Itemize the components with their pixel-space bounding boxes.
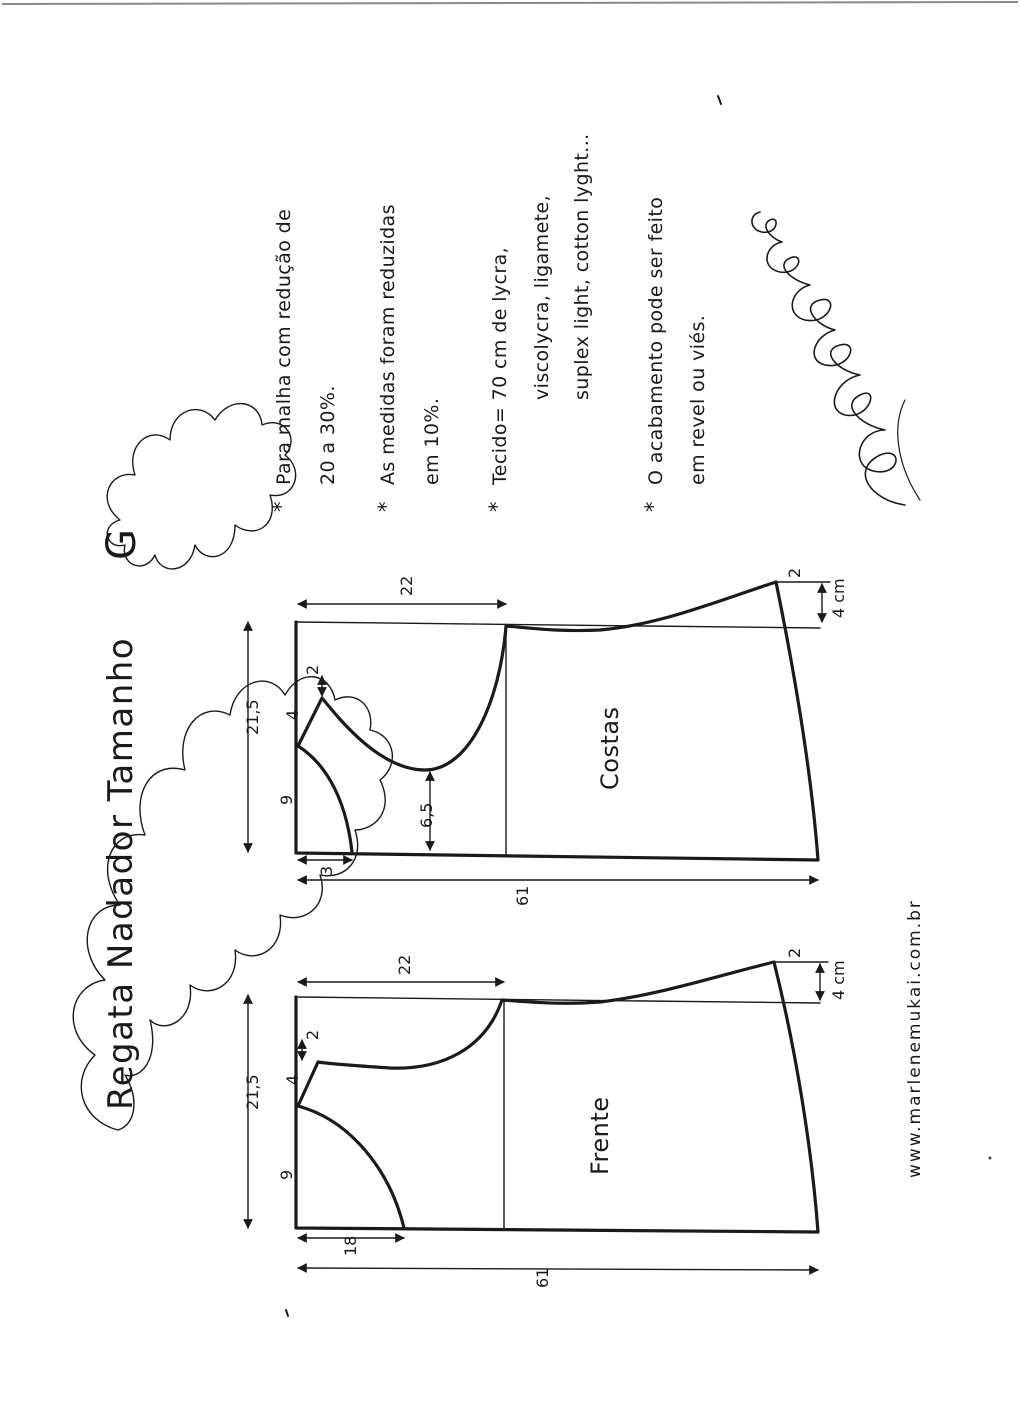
back-label: Costas [596, 706, 624, 790]
website: www.marlenemukai.com.br [905, 899, 925, 1178]
front-hem-label: 4 cm [829, 960, 848, 1000]
title-banner [73, 404, 392, 1130]
back-width-label: 22 [397, 575, 416, 596]
back-top-guide [296, 622, 820, 628]
back-outline [296, 582, 818, 860]
scan-dot [989, 1157, 992, 1160]
scan-mark [718, 96, 721, 104]
front-strap-label: 4 [283, 1074, 302, 1085]
front-lower-label: 9 [277, 1169, 296, 1180]
note-2 [374, 204, 443, 512]
note-3-bullet: * [485, 501, 509, 512]
back-neck-label: 3 [317, 865, 336, 876]
note-3 [485, 133, 593, 512]
note-3-line2: viscolycra, ligamete, [531, 194, 553, 400]
notes-block [269, 133, 709, 512]
back-strap-label: 4 [283, 709, 302, 720]
front-length-arrow [298, 1268, 818, 1270]
front-piece [243, 948, 848, 1288]
note-2-line1: As medidas foram reduzidas [377, 204, 399, 485]
front-hem-rise-label: 2 [785, 947, 804, 958]
back-piece [243, 568, 848, 906]
front-length-label: 61 [533, 1267, 552, 1288]
front-width-label: 22 [395, 954, 414, 975]
scan-edge [2, 2, 1018, 4]
back-hem-rise-label: 2 [785, 567, 804, 578]
note-4-line1: O acabamento pode ser feito [645, 196, 667, 485]
note-4 [641, 197, 709, 512]
note-3-line3: suplex light, cotton lyght... [571, 133, 593, 400]
note-3-line1: Tecido= 70 cm de lycra, [489, 246, 511, 485]
back-length-label: 61 [513, 885, 532, 906]
title-size: G [99, 527, 145, 560]
back-hem-label: 4 cm [829, 578, 848, 618]
signature [752, 212, 920, 505]
note-1-line1: Para malha com redução de [273, 208, 295, 485]
note-1 [269, 209, 339, 512]
front-upper-label: 21,5 [243, 1074, 262, 1110]
front-neck-label: 18 [341, 1235, 360, 1256]
back-upper-label: 21,5 [243, 699, 262, 735]
note-2-bullet: * [374, 501, 398, 512]
note-4-line2: em revel ou viés. [687, 314, 709, 485]
front-label: Frente [586, 1096, 614, 1175]
back-armhole-label: 6,5 [417, 802, 436, 828]
back-lower-label: 9 [277, 794, 296, 805]
note-1-bullet: * [269, 501, 293, 512]
front-drop-label: 2 [303, 1029, 322, 1040]
note-4-bullet: * [641, 501, 665, 512]
back-drop-label: 2 [303, 664, 322, 675]
note-2-line2: em 10%. [421, 397, 443, 485]
title-text: Regata Nadador Tamanho [101, 636, 141, 1110]
scan-mark [286, 1310, 288, 1316]
note-1-line2: 20 a 30%. [317, 385, 339, 485]
